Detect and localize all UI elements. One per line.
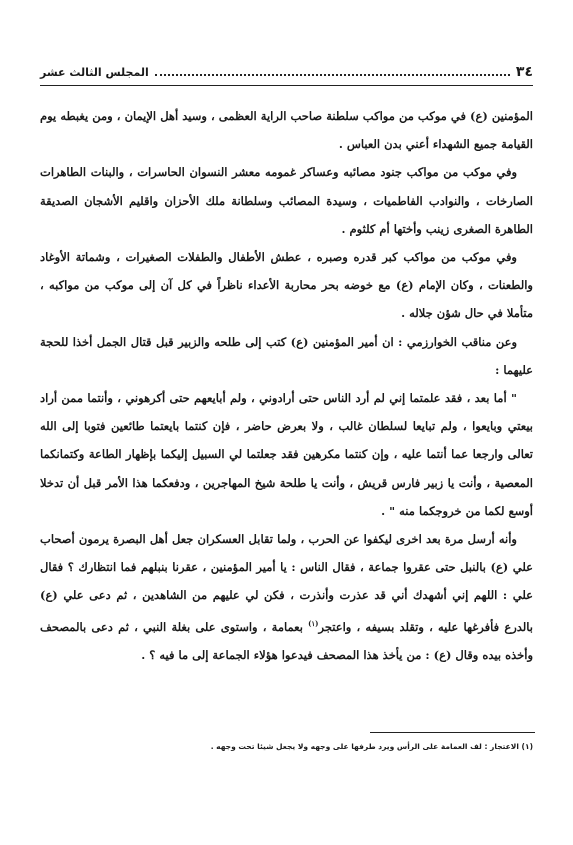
paragraph-1: المؤمنين (ع) في موكب من مواكب سلطنة صاحب الراية العظمى ، وسيد أهل الإيمان ، ومن يغبطه يوم القيامة جميع الشهداء أعني بدن العباس . <box>40 109 533 152</box>
chapter-title: المجلس الثالث عشر <box>40 65 149 79</box>
paragraph-4: وعن مناقب الخوارزمي : ان أمير المؤمنين (ع) كتب إلى طلحه والزبير قبل قتال الجمل أخذا للحجة عليهما : <box>40 334 533 377</box>
paragraph-2: وفي موكب من مواكب جنود مصائبه وعساكر غمومه معشر النسوان الحاسرات ، والبنات الطاهرات الصارخات ، والنوادب الفاطميات ، وسيدة المصائب وسلطانة ملك الأحزان واقليم الأشجان الصديقة الطاهرة الصغرى زينب وأختها أم كلثوم . <box>40 165 533 236</box>
footnote-rule <box>370 732 535 733</box>
paragraph-3: وفي موكب من مواكب كبر قدره وصبره ، عطش الأطفال والطفلات الصغيرات ، وشماتة الأوغاد والطعنات ، وكان الإمام (ع) مع خوضه بحر محاربة الأعداء ناظراً في كل آن إلى موكب من مواكبه ، متأملا في حال شؤن جلاله . <box>40 250 533 321</box>
paragraph-6-part-a: وأنه أرسل مرة بعد اخرى ليكفوا عن الحرب ، ولما تقابل العسكران جعل أهل البصرة يرمون أصحاب علي (ع) بالنبل حتى عقروا جماعة ، فقال الناس : يا أمير المؤمنين ، عقرنا بنبلهم فما انتظارك ؟ فقال علي : اللهم إني أشهدك أني قد عذرت وأنذرت ، فكن لي عليهم من الشاهدين ، ثم دعى علي (ع) بالدرع فأفرغها عليه ، وتقلد بسيفه ، واعتجر <box>40 532 533 634</box>
page-body <box>40 102 533 669</box>
page-number: ٣٤ <box>515 64 533 80</box>
letter-quote: " أما بعد ، فقد علمتما إني لم أرد الناس حتى أرادوني ، ولم أبايعهم حتى أكرهوني ، وأنتما ممن أراد بيعتي وبايعوا ، ولم تبايعا لسلطان غالب ، ولا بعرض حاضر ، فإن كنتما بايعتما طائعين فتوبا إلى الله تعالى وارجعا عما أنتما عليه ، وإن كنتما مكرهين فقد جعلتما لي السبيل إليكما بإظهار الطاعة وكتمانكما المعصية ، وأنت يا زبير فارس قريش ، وأنت يا طلحة شيخ المهاجرين ، ودفعكما هذا الأمر قبل أن تدخلا أوسع لكما من خروجكما منه " . <box>40 391 533 518</box>
header-rule <box>40 85 533 86</box>
footnote-marker: (١) <box>308 618 319 628</box>
header-dotted-leader <box>155 74 510 76</box>
paragraph-6 <box>40 525 533 669</box>
footnote: (١) الاعتجار : لف العمامة على الرأس ويرد طرفها على وجهه ولا يجعل شيئا تحت وجهه . <box>210 742 533 751</box>
running-header <box>40 62 533 82</box>
paragraph-6-part-b: بعمامة ، واستوى على بغلة النبي ، ثم دعى بالمصحف وأخذه بيده وقال (ع) : من يأخذ هذا المصحف فيدعوا هؤلاء الجماعة إلى ما فيه ؟ . <box>40 619 533 662</box>
